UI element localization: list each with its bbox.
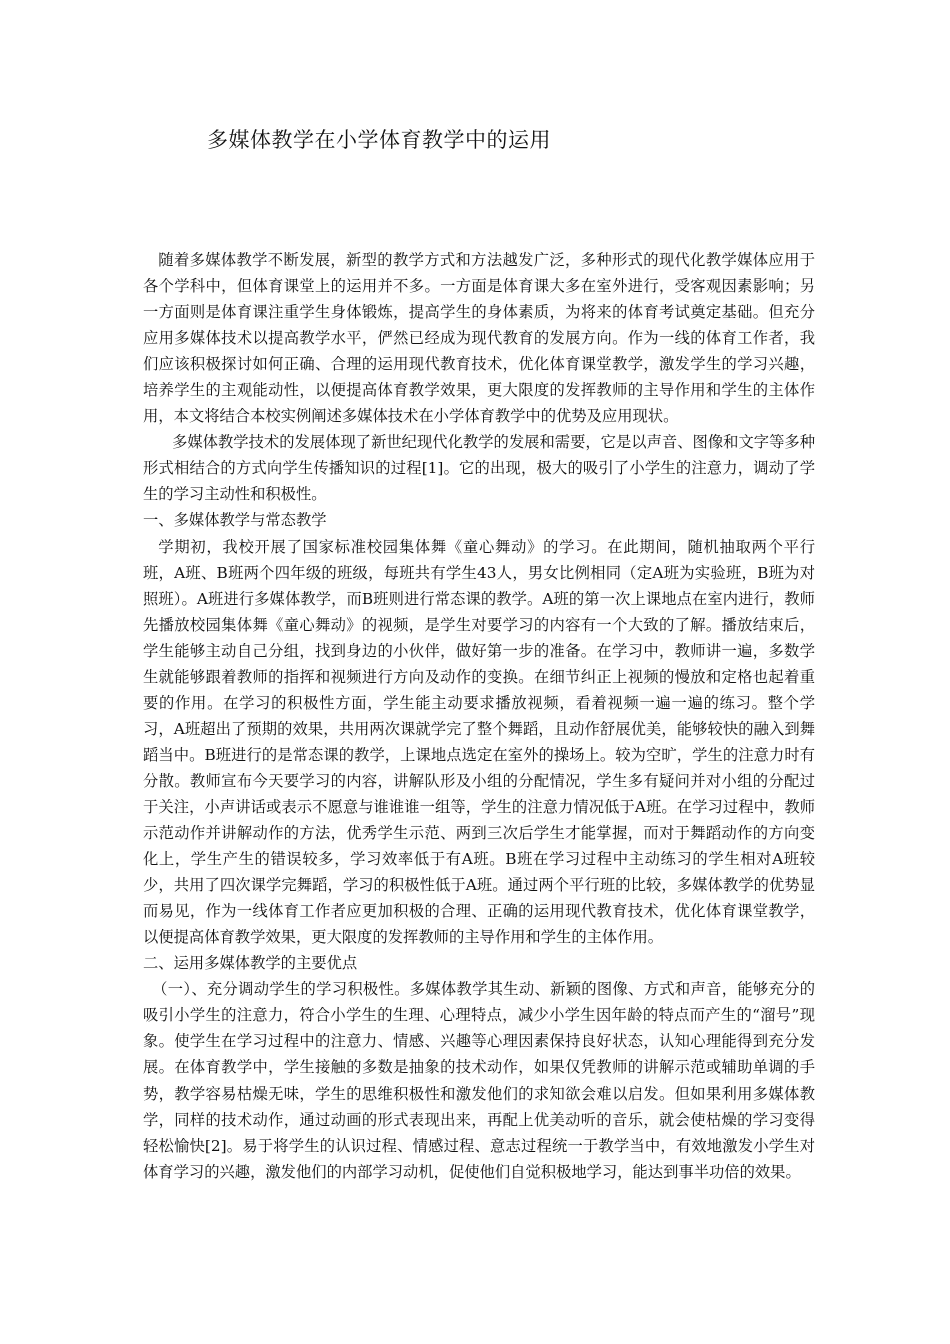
document-title: 多媒体教学在小学体育教学中的运用 (207, 128, 551, 152)
document-body (143, 247, 815, 1185)
paragraph-background: 多媒体教学技术的发展体现了新世纪现代化教学的发展和需要，它是以声音、图像和文字等多种形式相结合的方式向学生传播知识的过程[1]。它的出现，极大的吸引了小学生的注意力，调动了学生的学习主动性和积极性。 (143, 433, 815, 504)
section-heading-2: 二、运用多媒体教学的主要优点 (143, 954, 358, 973)
section-heading-1: 一、多媒体教学与常态教学 (143, 511, 327, 530)
paragraph-experiment: 学期初，我校开展了国家标准校园集体舞《童心舞动》的学习。在此期间，随机抽取两个平行班，A班、B班两个四年级的班级，每班共有学生43人，男女比例相同（定A班为实验班，B班为对照班）。A班进行多媒体教学，而B班则进行常态课的教学。A班的第一次上课地点在室内进行，教师先播放校园集体舞《童心舞动》的视频，是学生对要学习的内容有一个大致的了解。播放结束后，学生能够主动自己分组，找到身边的小伙伴，做好第一步的准备。在学习中，教师讲一遍，多数学生就能够跟着教师的指挥和视频进行方向及动作的变换。在细节纠正上视频的慢放和定格也起着重要的作用。在学习的积极性方面，学生能主动要求播放视频，看着视频一遍一遍的练习。整个学习，A班超出了预期的效果，共用两次课就学完了整个舞蹈，且动作舒展优美，能够较快的融入到舞蹈当中。B班进行的是常态课的教学，上课地点选定在室外的操场上。较为空旷，学生的注意力时有分散。教师宣布今天要学习的内容，讲解队形及小组的分配情况，学生多有疑问并对小组的分配过于关注，小声讲话或表示不愿意与谁谁谁一组等，学生的注意力情况低于A班。在学习过程中，教师示范动作并讲解动作的方法，优秀学生示范、两到三次后学生才能掌握，而对于舞蹈动作的方向变化上，学生产生的错误较多，学习效率低于有A班。B班在学习过程中主动练习的学生相对A班较少，共用了四次课学完舞蹈，学习的积极性低于A班。通过两个平行班的比较，多媒体教学的优势显而易见，作为一线体育工作者应更加积极的合理、正确的运用现代教育技术，优化体育课堂教学，以便提高体育教学效果，更大限度的发挥教师的主导作用和学生的主体作用。 (143, 537, 815, 947)
paragraph-advantage-1: （一）、充分调动学生的学习积极性。多媒体教学其生动、新颖的图像、方式和声音，能够充分的吸引小学生的注意力，符合小学生的生理、心理特点，减少小学生因年龄的特点而产生的“溜号”现象。使学生在学习过程中的注意力、情感、兴趣等心理因素保持良好状态，认知心理能得到充分发展。在体育教学中，学生接触的多数是抽象的技术动作，如果仅凭教师的讲解示范或辅助单调的手势，教学容易枯燥无味，学生的思维积极性和激发他们的求知欲会难以启发。但如果利用多媒体教学，同样的技术动作，通过动画的形式表现出来，再配上优美动听的音乐，就会使枯燥的学习变得轻松愉快[2]。易于将学生的认识过程、情感过程、意志过程统一于教学当中，有效地激发小学生对体育学习的兴趣，激发他们的内部学习动机，促使他们自觉积极地学习，能达到事半功倍的效果。 (143, 980, 815, 1181)
paragraph-intro: 随着多媒体教学不断发展，新型的教学方式和方法越发广泛，多种形式的现代化教学媒体应用于各个学科中，但体育课堂上的运用并不多。一方面是体育课大多在室外进行，受客观因素影响；另一方面则是体育课注重学生身体锻炼，提高学生的身体素质，为将来的体育考试奠定基础。但充分应用多媒体技术以提高教学水平，俨然已经成为现代教育的发展方向。作为一线的体育工作者，我们应该积极探讨如何正确、合理的运用现代教育技术，优化体育课堂教学，激发学生的学习兴趣，培养学生的主观能动性，以便提高体育教学效果，更大限度的发挥教师的主导作用和学生的主体作用，本文将结合本校实例阐述多媒体技术在小学体育教学中的优势及应用现状。 (143, 251, 815, 426)
